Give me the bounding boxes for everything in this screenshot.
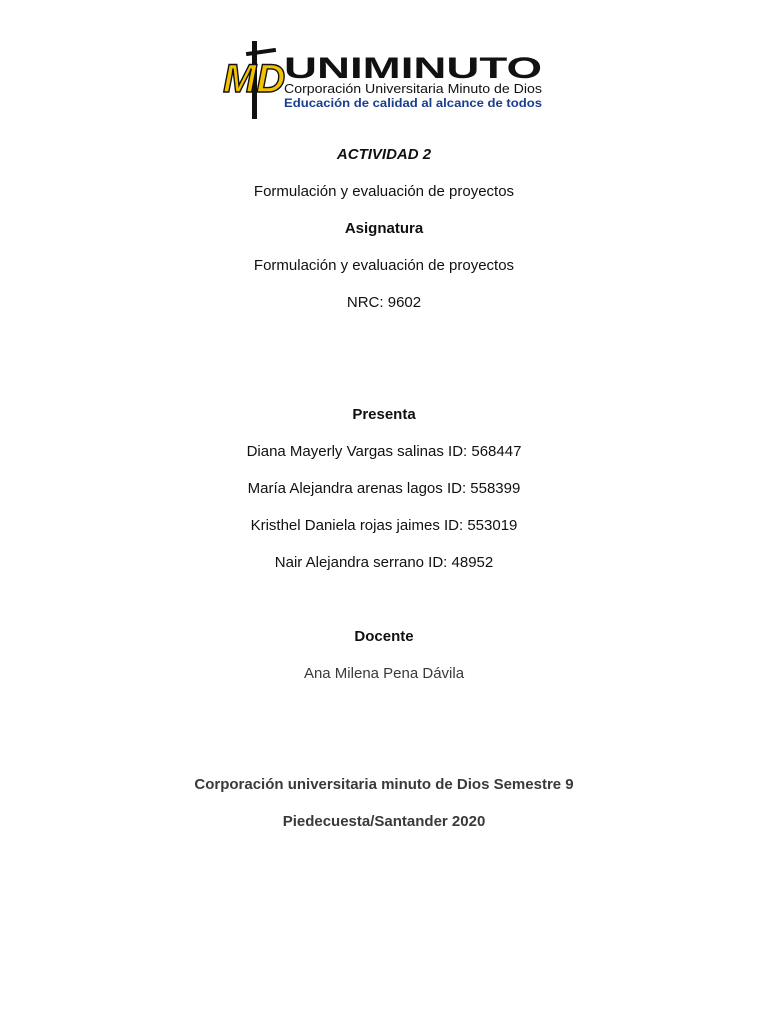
institution-line: Corporación universitaria minuto de Dios Semestre 9 — [194, 776, 574, 793]
md-monogram: MD — [223, 57, 286, 101]
activity-title: ACTIVIDAD 2 — [336, 146, 432, 163]
presenters-heading: Presenta — [352, 406, 416, 423]
presenter-item: Nair Alejandra serrano ID: 48952 — [274, 554, 494, 571]
nrc-code: NRC: 9602 — [346, 294, 422, 311]
brand-wordmark: UNIMINUTO — [284, 52, 542, 85]
presenter-item: María Alejandra arenas lagos ID: 558399 — [247, 480, 521, 497]
activity-topic: Formulación y evaluación de proyectos — [253, 183, 515, 200]
subject-name: Formulación y evaluación de proyectos — [253, 257, 515, 274]
slogan: Educación de calidad al alcance de todos — [284, 96, 543, 110]
teacher-heading: Docente — [354, 628, 414, 645]
place-year: Piedecuesta/Santander 2020 — [282, 813, 486, 830]
teacher-name: Ana Milena Pena Dávila — [303, 665, 465, 682]
cross-horizontal — [246, 48, 276, 56]
uniminuto-logo — [222, 40, 546, 120]
presenter-item: Kristhel Daniela rojas jaimes ID: 553019 — [250, 517, 518, 534]
institution-name: Corporación Universitaria Minuto de Dios — [284, 81, 543, 96]
subject-heading: Asignatura — [344, 220, 424, 237]
presenter-item: Diana Mayerly Vargas salinas ID: 568447 — [246, 443, 522, 460]
